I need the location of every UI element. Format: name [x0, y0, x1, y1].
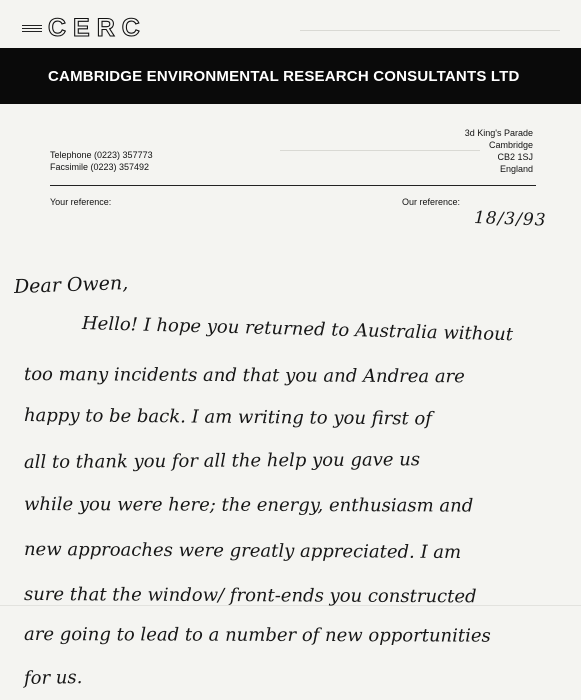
- letter-line: are going to lead to a number of new opportunities: [23, 624, 491, 647]
- facsimile-number: Facsimile (0223) 357492: [50, 162, 150, 172]
- company-address: [465, 127, 533, 175]
- address-line: Cambridge: [488, 140, 533, 150]
- our-reference-label: Our reference:: [402, 197, 461, 207]
- letter-line: all to thank you for all the help you gave us: [23, 449, 421, 473]
- letter-line: while you were here; the energy, enthusiasm and: [23, 494, 474, 517]
- bleed-through-line: [300, 30, 560, 31]
- salutation: Dear Owen,: [13, 272, 129, 298]
- logo-text: CERC: [48, 13, 147, 42]
- address-line: England: [499, 164, 533, 174]
- address-line: CB2 1SJ: [497, 152, 533, 162]
- letter-line: Hello! I hope you returned to Australia without: [81, 313, 514, 346]
- letter-line: too many incidents and that you and Andrea are: [23, 364, 465, 388]
- letter-line: sure that the window/ front-ends you constructed: [23, 584, 477, 608]
- letter-date: 18/3/93: [473, 208, 547, 231]
- your-reference-label: Your reference:: [50, 197, 112, 207]
- contact-numbers: [50, 149, 153, 173]
- letterhead-banner: [0, 48, 581, 104]
- bleed-through-line: [280, 150, 480, 151]
- letter-line: for us.: [23, 666, 83, 689]
- letter-line: new approaches were greatly appreciated. I am: [23, 539, 462, 564]
- logo-rule-icon: [22, 25, 42, 32]
- cerc-logo: [22, 14, 147, 42]
- header-divider: [50, 185, 536, 186]
- address-line: 3d King's Parade: [464, 128, 533, 138]
- telephone-number: Telephone (0223) 357773: [50, 150, 153, 160]
- letter-line: happy to be back. I am writing to you first of: [23, 405, 433, 430]
- company-name: CAMBRIDGE ENVIRONMENTAL RESEARCH CONSULTANTS LTD: [48, 67, 520, 85]
